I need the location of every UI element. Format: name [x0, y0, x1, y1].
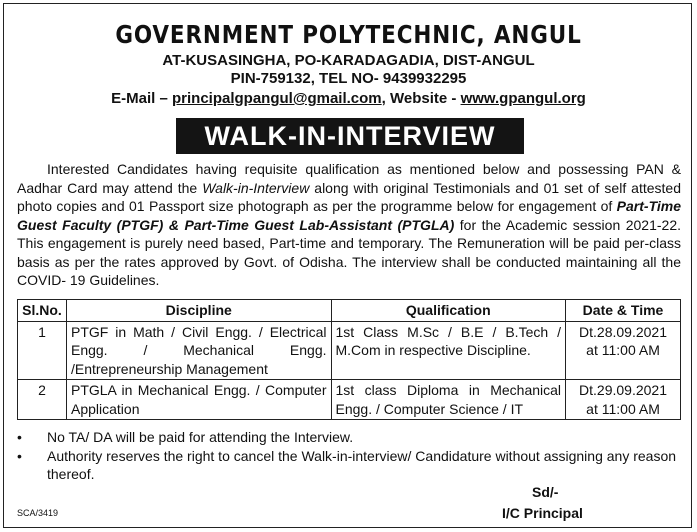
cell-discipline: PTGF in Math / Civil Engg. / Electrical Engg. / Mechanical Engg. /Entrepreneurship Management	[66, 321, 331, 380]
header-qualification: Qualification	[331, 300, 566, 322]
cell-time: at 11:00 AM	[586, 400, 660, 417]
cell-discipline: PTGLA in Mechanical Engg. / Computer Application	[66, 380, 331, 420]
cell-date-time	[566, 321, 681, 380]
note-item	[17, 428, 681, 447]
bullet-icon: •	[17, 447, 22, 464]
website-label: , Website -	[381, 90, 461, 107]
address-line-2: PIN-759132, TEL NO- 9439932295	[230, 70, 467, 87]
address-line-1: AT-KUSASINGHA, PO-KARADAGADIA, DIST-ANGUL	[162, 52, 535, 69]
website-link[interactable]: www.gpangul.org	[460, 90, 586, 107]
header-discipline: Discipline	[66, 300, 331, 322]
email-label: E-Mail –	[111, 90, 172, 107]
note-text: Authority reserves the right to cancel the Walk-in-interview/ Candidature without assigning any reason thereof.	[47, 447, 677, 482]
cell-date-time	[566, 380, 681, 420]
notice-paragraph	[17, 160, 681, 290]
body-text-1: Interested Candidates having requisite qualification as mentioned below and possessing PAN & Aadhar Card may attend the	[17, 161, 681, 196]
interview-schedule-table	[17, 299, 681, 420]
body-emphasis: Walk-in-Interview	[202, 179, 310, 196]
cell-slno: 2	[18, 380, 67, 420]
cell-slno: 1	[18, 321, 67, 380]
notes-list	[17, 428, 681, 484]
signature-sd: Sd/-	[532, 484, 559, 500]
cell-date: Dt.29.09.2021	[579, 382, 667, 398]
table-row	[18, 380, 681, 420]
cell-time: at 11:00 AM	[586, 342, 660, 358]
body-bold-italic: Part-Time Guest Faculty (PTGF) & Part-Time Guest Lab-Assistant (PTGLA)	[17, 198, 681, 233]
reference-code: SCA/3419	[17, 508, 59, 518]
notice-body	[17, 160, 681, 290]
institution-title: GOVERNMENT POLYTECHNIC, ANGUL	[115, 20, 582, 49]
header-date-time: Date & Time	[566, 300, 681, 322]
email-link[interactable]: principalgpangul@gmail.com	[172, 90, 382, 107]
signature-designation: I/C Principal	[502, 505, 583, 521]
body-text-2: along with original Testimonials and 01 set of self attested photo copies and 01 Passport size photograph as per the programme below for engagement of	[17, 179, 681, 214]
cell-date: Dt.28.09.2021	[579, 323, 667, 340]
cell-qualification: 1st Class M.Sc / B.E / B.Tech / M.Com in respective Discipline.	[331, 321, 566, 380]
contact-line	[0, 90, 697, 107]
cell-qualification: 1st class Diploma in Mechanical Engg. / Computer Science / IT	[331, 380, 566, 420]
table-header-row	[18, 300, 681, 322]
walk-in-banner: WALK-IN-INTERVIEW	[176, 118, 524, 154]
table-row	[18, 321, 681, 380]
note-text: No TA/ DA will be paid for attending the Interview.	[47, 429, 354, 445]
header-slno: Sl.No.	[18, 300, 67, 322]
note-item	[17, 447, 681, 484]
body-text-3: for the Academic session 2021-22. This engagement is purely need based, Part-time and temporary. The Remuneration will be paid per-class basis as per the rates approved by Govt. of Odisha. The interview shall be conducted maintaining all the COVID- 19 Guidelines.	[17, 216, 682, 288]
bullet-icon: •	[17, 429, 22, 445]
